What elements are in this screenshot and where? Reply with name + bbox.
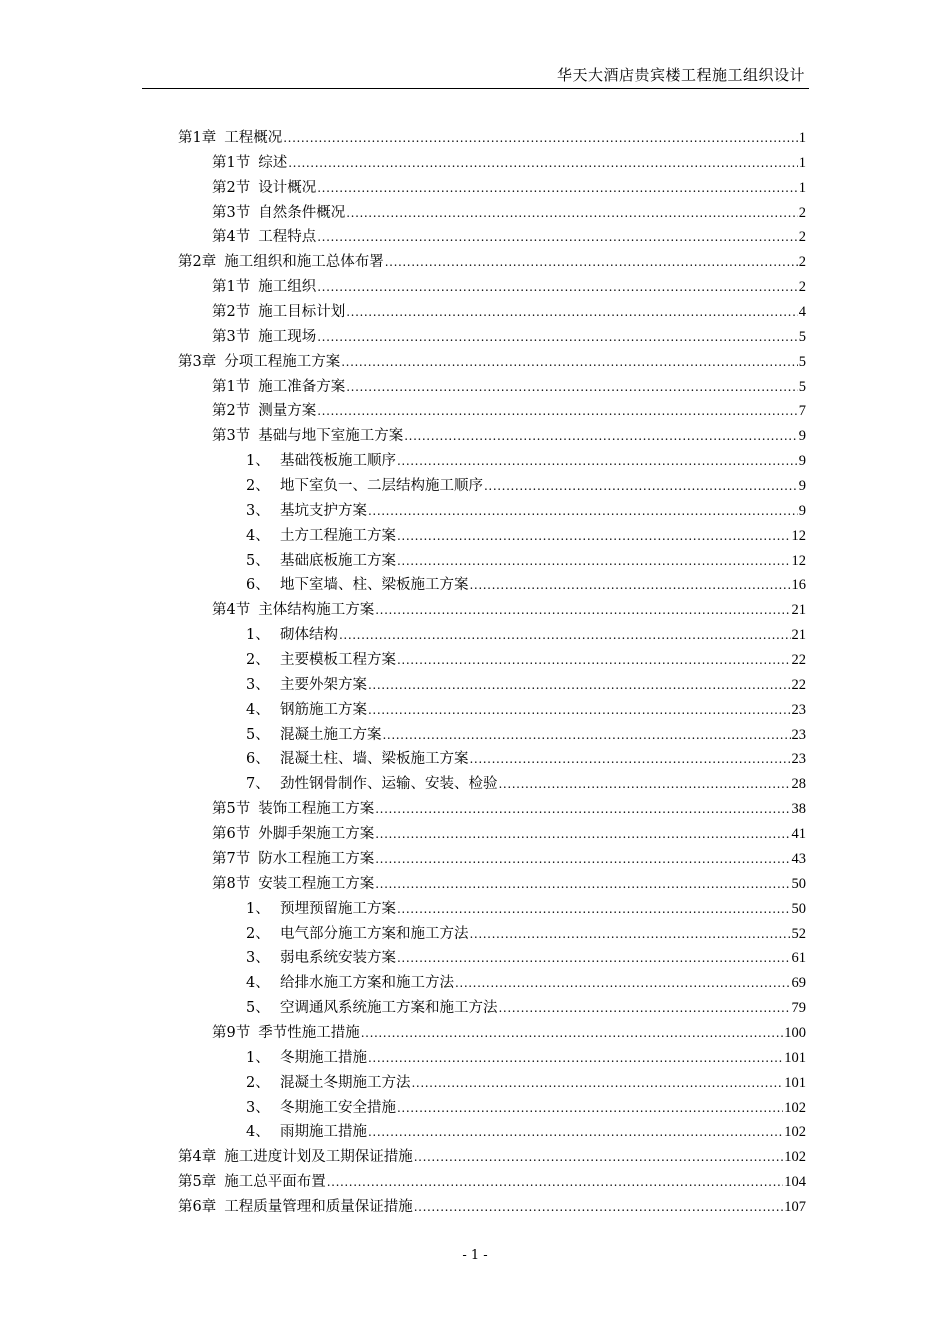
toc-entry[interactable] (178, 424, 806, 449)
toc-entry-text: 混凝土冬期施工方法 (280, 1074, 411, 1091)
toc-entry-text: 冬期施工措施 (280, 1049, 367, 1066)
toc-dot-leader (375, 827, 790, 841)
toc-entry-number: 第5节 (212, 801, 251, 818)
toc-entry-text: 施工目标计划 (258, 304, 346, 321)
toc-entry-text: 给排水施工方案和施工方法 (280, 975, 454, 992)
toc-entry-label (246, 673, 367, 694)
toc-dot-leader (327, 1175, 784, 1189)
toc-entry[interactable] (178, 698, 806, 723)
toc-entry-number: 2、 (246, 652, 270, 669)
toc-entry-label (246, 922, 469, 943)
toc-entry-number: 第2节 (212, 403, 251, 420)
toc-dot-leader (470, 927, 791, 941)
toc-entry-label (212, 151, 287, 172)
toc-entry-text: 防水工程施工方案 (258, 850, 375, 867)
toc-entry-text: 电气部分施工方案和施工方法 (280, 925, 469, 942)
toc-entry-number: 第4章 (178, 1149, 217, 1166)
toc-entry[interactable] (178, 946, 806, 971)
toc-entry-label (246, 1071, 411, 1092)
toc-dot-leader (361, 1026, 784, 1040)
toc-entry-label (212, 300, 345, 321)
toc-entry[interactable] (178, 623, 806, 648)
toc-entry-number: 第9节 (212, 1024, 251, 1041)
toc-entry-number: 3、 (246, 676, 270, 693)
toc-entry-page: 12 (791, 527, 806, 544)
toc-entry-label (212, 822, 374, 843)
toc-entry-page: 79 (791, 1000, 806, 1017)
toc-dot-leader (368, 504, 798, 518)
toc-entry-label (246, 1120, 367, 1141)
toc-entry-text: 施工组织 (258, 279, 317, 296)
toc-dot-leader (455, 976, 791, 990)
toc-entry-number: 第6章 (178, 1198, 217, 1215)
toc-entry-number: 2、 (246, 478, 270, 495)
toc-dot-leader (283, 131, 798, 145)
toc-entry-text: 基础底板施工方案 (280, 552, 396, 569)
toc-dot-leader (414, 1200, 784, 1214)
toc-entry-label (178, 1170, 326, 1191)
toc-entry-number: 第1节 (212, 378, 251, 395)
toc-entry[interactable] (178, 1170, 806, 1195)
toc-dot-leader (385, 255, 798, 269)
toc-entry-number: 6、 (246, 577, 270, 594)
toc-entry-text: 冬期施工安全措施 (280, 1099, 396, 1116)
toc-entry[interactable] (178, 1096, 806, 1121)
toc-entry-text: 雨期施工措施 (280, 1124, 367, 1141)
toc-entry-number: 第2节 (212, 179, 251, 196)
toc-entry-number: 第3节 (212, 428, 251, 445)
toc-entry-text: 弱电系统安装方案 (280, 950, 396, 967)
toc-entry-number: 6、 (246, 751, 270, 768)
toc-entry-page: 12 (791, 552, 806, 569)
toc-entry-number: 4、 (246, 1124, 270, 1141)
toc-entry-number: 1、 (246, 453, 270, 470)
toc-entry[interactable] (178, 996, 806, 1021)
toc-entry[interactable] (178, 1120, 806, 1145)
toc-entry-label (246, 897, 396, 918)
toc-entry-label (246, 946, 396, 967)
toc-dot-leader (317, 280, 798, 294)
toc-entry-page: 9 (798, 502, 806, 519)
toc-dot-leader (397, 653, 791, 667)
toc-entry[interactable] (178, 126, 806, 151)
toc-entry-text: 地下室墙、柱、梁板施工方案 (280, 577, 469, 594)
toc-entry[interactable] (178, 549, 806, 574)
toc-entry-label (246, 971, 454, 992)
toc-dot-leader (397, 951, 791, 965)
toc-dot-leader (397, 554, 791, 568)
toc-entry-number: 7、 (246, 776, 270, 793)
toc-entry-number: 4、 (246, 701, 270, 718)
toc-entry-number: 第2节 (212, 304, 251, 321)
toc-entry-label (246, 1046, 367, 1067)
toc-entry-page: 2 (798, 204, 806, 221)
toc-entry-text: 设计概况 (258, 179, 317, 196)
toc-entry[interactable] (178, 250, 806, 275)
toc-entry-text: 施工总平面布置 (224, 1174, 326, 1191)
toc-entry-number: 5、 (246, 1000, 270, 1017)
toc-entry-label (212, 275, 316, 296)
toc-dot-leader (368, 1051, 783, 1065)
toc-entry-page: 1 (798, 154, 806, 171)
toc-entry-label (212, 598, 374, 619)
toc-entry-label (212, 176, 316, 197)
toc-entry[interactable] (178, 922, 806, 947)
toc-entry-text: 主要外架方案 (280, 676, 367, 693)
toc-dot-leader (341, 355, 798, 369)
toc-entry-page: 38 (791, 801, 806, 818)
toc-dot-leader (375, 852, 790, 866)
toc-entry[interactable] (178, 375, 806, 400)
toc-entry-number: 第4节 (212, 602, 251, 619)
toc-entry[interactable] (178, 723, 806, 748)
table-of-contents (178, 126, 806, 1220)
toc-entry-page: 5 (798, 328, 806, 345)
toc-entry-label (246, 698, 367, 719)
toc-entry[interactable] (178, 1145, 806, 1170)
toc-entry-page: 1 (798, 130, 806, 146)
toc-entry-text: 基础与地下室施工方案 (258, 428, 404, 445)
toc-entry-text: 安装工程施工方案 (258, 875, 375, 892)
toc-dot-leader (499, 777, 791, 791)
toc-entry-text: 混凝土施工方案 (280, 726, 382, 743)
toc-entry[interactable] (178, 201, 806, 226)
toc-entry-label (178, 350, 340, 371)
toc-entry-text: 测量方案 (258, 403, 317, 420)
toc-entry-number: 5、 (246, 726, 270, 743)
toc-entry-page: 9 (798, 428, 806, 445)
toc-dot-leader (375, 603, 790, 617)
toc-entry-page: 43 (791, 850, 806, 867)
toc-entry[interactable] (178, 225, 806, 250)
toc-entry-page: 101 (784, 1049, 806, 1066)
toc-entry[interactable] (178, 573, 806, 598)
toc-entry-number: 1、 (246, 900, 270, 917)
toc-dot-leader (470, 578, 791, 592)
toc-dot-leader (368, 1125, 783, 1139)
toc-entry-text: 综述 (258, 154, 288, 171)
toc-entry-text: 劲性钢骨制作、运输、安装、检验 (280, 776, 498, 793)
toc-entry-page: 2 (798, 279, 806, 296)
toc-entry-number: 第7节 (212, 850, 251, 867)
toc-entry-number: 第3节 (212, 328, 251, 345)
toc-entry[interactable] (178, 176, 806, 201)
toc-entry[interactable] (178, 797, 806, 822)
toc-dot-leader (404, 429, 798, 443)
toc-entry-page: 1 (798, 179, 806, 196)
toc-entry-text: 施工进度计划及工期保证措施 (224, 1149, 413, 1166)
toc-entry[interactable] (178, 971, 806, 996)
toc-dot-leader (397, 454, 798, 468)
page-number: - 1 - (462, 1248, 488, 1263)
toc-entry-text: 地下室负一、二层结构施工顺序 (280, 478, 483, 495)
toc-dot-leader (368, 678, 791, 692)
toc-entry-page: 102 (784, 1149, 806, 1166)
toc-entry-number: 4、 (246, 527, 270, 544)
toc-entry-number: 第5章 (178, 1174, 217, 1191)
toc-entry-number: 第3章 (178, 353, 217, 370)
toc-entry-text: 分项工程施工方案 (224, 353, 341, 370)
toc-entry-page: 102 (784, 1099, 806, 1116)
toc-entry-number: 2、 (246, 1074, 270, 1091)
toc-entry-number: 第1节 (212, 279, 251, 296)
toc-entry-text: 工程特点 (258, 229, 317, 246)
toc-entry-page: 23 (791, 751, 806, 768)
toc-entry-page: 52 (791, 925, 806, 942)
toc-entry-page: 9 (798, 453, 806, 470)
toc-entry[interactable] (178, 1195, 806, 1220)
toc-entry-page: 22 (791, 652, 806, 669)
toc-entry-text: 施工准备方案 (258, 378, 346, 395)
toc-entry[interactable] (178, 300, 806, 325)
toc-dot-leader (397, 529, 791, 543)
toc-dot-leader (484, 479, 798, 493)
toc-dot-leader (397, 1101, 783, 1115)
toc-entry-page: 104 (784, 1174, 806, 1191)
toc-entry-label (246, 1096, 396, 1117)
toc-entry-label (178, 1145, 413, 1166)
toc-entry-label (212, 1021, 360, 1042)
toc-entry-page: 4 (798, 304, 806, 321)
toc-entry-text: 土方工程施工方案 (280, 527, 396, 544)
toc-entry[interactable] (178, 399, 806, 424)
toc-entry-text: 工程质量管理和质量保证措施 (224, 1198, 413, 1215)
toc-entry-label (212, 872, 374, 893)
toc-entry-page: 102 (784, 1124, 806, 1141)
toc-entry[interactable] (178, 474, 806, 499)
toc-entry-text: 预埋预留施工方案 (280, 900, 396, 917)
toc-entry-number: 第2章 (178, 254, 217, 271)
toc-dot-leader (317, 181, 798, 195)
toc-dot-leader (317, 404, 798, 418)
toc-entry-page: 100 (784, 1024, 806, 1041)
toc-entry-text: 混凝土柱、墙、梁板施工方案 (280, 751, 469, 768)
toc-entry[interactable] (178, 275, 806, 300)
toc-entry-text: 钢筋施工方案 (280, 701, 367, 718)
toc-entry-number: 3、 (246, 950, 270, 967)
toc-entry-text: 主要模板工程方案 (280, 652, 396, 669)
toc-entry-label (178, 250, 384, 271)
toc-entry-page: 2 (798, 229, 806, 246)
toc-entry-number: 1、 (246, 1049, 270, 1066)
toc-dot-leader (375, 802, 790, 816)
toc-entry-text: 基坑支护方案 (280, 502, 367, 519)
toc-entry-label (246, 648, 396, 669)
toc-entry-label (212, 399, 316, 420)
toc-entry-label (246, 549, 396, 570)
toc-entry[interactable] (178, 847, 806, 872)
toc-dot-leader (383, 728, 791, 742)
toc-entry-page: 50 (791, 875, 806, 892)
toc-entry-number: 3、 (246, 502, 270, 519)
toc-entry-number: 2、 (246, 925, 270, 942)
toc-entry-page: 23 (791, 726, 806, 743)
toc-entry[interactable] (178, 350, 806, 375)
toc-entry-label (178, 1195, 413, 1216)
toc-entry[interactable] (178, 499, 806, 524)
toc-entry-page: 16 (791, 577, 806, 594)
toc-entry-text: 自然条件概况 (258, 204, 346, 221)
toc-dot-leader (470, 752, 791, 766)
toc-entry[interactable] (178, 449, 806, 474)
toc-entry-page: 50 (791, 900, 806, 917)
toc-entry-label (246, 623, 338, 644)
toc-dot-leader (346, 305, 798, 319)
toc-entry-text: 基础筏板施工顺序 (280, 453, 396, 470)
toc-dot-leader (375, 877, 790, 891)
toc-entry[interactable] (178, 747, 806, 772)
toc-entry-page: 5 (798, 378, 806, 395)
toc-entry[interactable] (178, 325, 806, 350)
toc-entry-number: 第1章 (178, 130, 217, 146)
toc-dot-leader (368, 703, 791, 717)
toc-entry-label (212, 375, 345, 396)
toc-entry-page: 21 (791, 627, 806, 644)
toc-dot-leader (346, 380, 798, 394)
toc-entry-text: 季节性施工措施 (258, 1024, 360, 1041)
toc-entry-text: 砌体结构 (280, 627, 338, 644)
toc-entry-number: 第4节 (212, 229, 251, 246)
toc-entry-label (246, 996, 498, 1017)
toc-dot-leader (317, 330, 798, 344)
toc-entry-page: 107 (784, 1198, 806, 1215)
toc-dot-leader (412, 1076, 784, 1090)
toc-entry-page: 61 (791, 950, 806, 967)
toc-entry[interactable] (178, 897, 806, 922)
toc-entry-page: 41 (791, 826, 806, 843)
toc-entry-page: 28 (791, 776, 806, 793)
toc-entry-number: 第1节 (212, 154, 251, 171)
toc-entry-text: 装饰工程施工方案 (258, 801, 375, 818)
document-header-title: 华天大酒店贵宾楼工程施工组织设计 (556, 66, 805, 84)
toc-entry[interactable] (178, 822, 806, 847)
toc-entry[interactable] (178, 151, 806, 176)
toc-dot-leader (499, 1001, 791, 1015)
toc-entry[interactable] (178, 648, 806, 673)
toc-entry[interactable] (178, 872, 806, 897)
toc-entry-label (246, 573, 469, 594)
toc-dot-leader (317, 230, 798, 244)
toc-entry-text: 工程概况 (224, 130, 283, 146)
toc-entry-page: 5 (798, 353, 806, 370)
toc-entry-number: 5、 (246, 552, 270, 569)
header-rule (142, 88, 809, 89)
toc-entry-number: 3、 (246, 1099, 270, 1116)
toc-dot-leader (339, 628, 791, 642)
toc-entry-label (178, 126, 282, 147)
toc-entry-text: 施工组织和施工总体布署 (224, 254, 384, 271)
toc-entry-label (246, 524, 396, 545)
toc-entry-number: 第6节 (212, 826, 251, 843)
toc-entry-label (212, 424, 403, 445)
toc-entry-label (246, 747, 469, 768)
toc-dot-leader (346, 206, 798, 220)
toc-entry-label (246, 449, 396, 470)
toc-entry-number: 4、 (246, 975, 270, 992)
toc-entry-label (212, 201, 345, 222)
toc-entry-label (212, 225, 316, 246)
toc-entry-text: 外脚手架施工方案 (258, 826, 375, 843)
toc-dot-leader (397, 902, 791, 916)
toc-entry[interactable] (178, 524, 806, 549)
toc-entry-text: 施工现场 (258, 328, 317, 345)
toc-entry-page: 7 (798, 403, 806, 420)
toc-entry-text: 空调通风系统施工方案和施工方法 (280, 1000, 498, 1017)
toc-entry[interactable] (178, 1071, 806, 1096)
toc-entry-number: 第3节 (212, 204, 251, 221)
toc-entry-label (212, 847, 374, 868)
toc-entry-page: 9 (798, 478, 806, 495)
toc-dot-leader (414, 1150, 784, 1164)
toc-entry-page: 69 (791, 975, 806, 992)
toc-entry[interactable] (178, 598, 806, 623)
toc-entry-number: 第8节 (212, 875, 251, 892)
toc-entry-page: 22 (791, 676, 806, 693)
toc-entry-label (246, 474, 483, 495)
toc-entry-number: 1、 (246, 627, 270, 644)
toc-entry[interactable] (178, 772, 806, 797)
toc-entry-label (212, 797, 374, 818)
toc-entry-text: 主体结构施工方案 (258, 602, 375, 619)
toc-entry[interactable] (178, 673, 806, 698)
toc-entry-label (246, 723, 382, 744)
toc-entry-page: 23 (791, 701, 806, 718)
toc-entry-page: 2 (798, 254, 806, 271)
toc-entry-label (212, 325, 316, 346)
toc-entry-page: 101 (784, 1074, 806, 1091)
toc-entry-label (246, 772, 498, 793)
toc-entry-page: 21 (791, 602, 806, 619)
toc-dot-leader (288, 156, 798, 170)
toc-entry-label (246, 499, 367, 520)
toc-entry[interactable] (178, 1021, 806, 1046)
toc-entry[interactable] (178, 1046, 806, 1071)
